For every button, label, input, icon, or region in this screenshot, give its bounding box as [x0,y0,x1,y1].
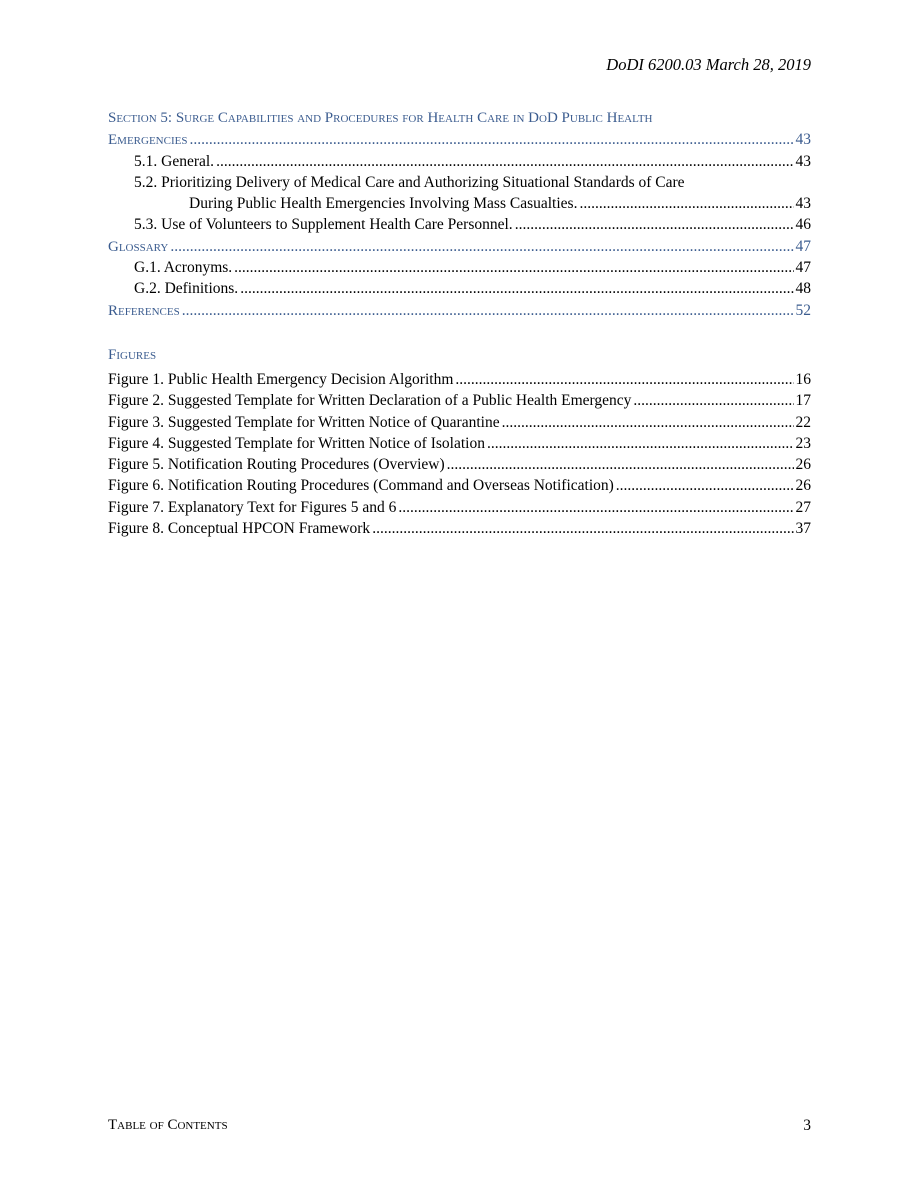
figure-page-number: 26 [795,477,811,495]
dot-leader [398,497,793,518]
toc-references-title: References [108,302,180,319]
figure-entry-3[interactable] [108,412,811,433]
figure-page-number: 23 [795,434,811,452]
toc-entry-label: 5.3. Use of Volunteers to Supplement Health Care Personnel. [134,216,513,234]
toc-glossary-title: Glossary [108,238,169,255]
running-header: DoDI 6200.03 March 28, 2019 [606,55,811,74]
toc-entry-label: G.2. Definitions. [134,280,239,298]
footer-section-label: Table of Contents [108,1117,228,1133]
toc-entry-5-2[interactable] [108,193,811,214]
table-of-contents [108,108,811,539]
toc-page-number: 47 [795,237,811,255]
figure-entry-8[interactable] [108,518,811,539]
dot-leader [170,236,793,257]
dot-leader [182,300,794,321]
figure-entry-label: Figure 3. Suggested Template for Written Notice of Quarantine [108,413,500,431]
figure-entry-2[interactable] [108,390,811,411]
figure-entry-label: Figure 7. Explanatory Text for Figures 5 and 6 [108,498,397,516]
toc-entry-label: 5.1. General. [134,152,215,170]
figure-page-number: 27 [795,498,811,516]
figure-entry-label: Figure 5. Notification Routing Procedures (Overview) [108,456,445,474]
figure-entry-label: Figure 6. Notification Routing Procedures (Command and Overseas Notification) [108,477,614,495]
page-footer [108,1117,811,1135]
toc-page-number: 48 [795,280,811,298]
figure-page-number: 16 [795,370,811,388]
dot-leader [455,369,793,390]
figures-heading: Figures [108,346,157,363]
figure-entry-label: Figure 1. Public Health Emergency Decision Algorithm [108,370,454,388]
toc-section-5-entry[interactable] [108,129,811,150]
figure-page-number: 22 [795,413,811,431]
toc-entry-g-2[interactable] [108,278,811,299]
dot-leader [372,518,793,539]
toc-page-number: 47 [795,259,811,277]
dot-leader [579,193,793,214]
figure-page-number: 26 [795,456,811,474]
dot-leader [447,454,794,475]
dot-leader [515,214,794,235]
figure-page-number: 17 [795,392,811,410]
dot-leader [616,475,794,496]
dot-leader [189,129,793,150]
dot-leader [240,278,793,299]
toc-entry-label: G.1. Acronyms. [134,259,233,277]
figure-entry-6[interactable] [108,475,811,496]
toc-entry-label: During Public Health Emergencies Involving Mass Casualties. [189,195,578,213]
toc-section-5-title-line1[interactable]: Section 5: Surge Capabilities and Procedures for Health Care in DoD Public Health [108,110,653,126]
toc-page-number: 43 [795,131,811,149]
figure-entry-label: Figure 4. Suggested Template for Written Notice of Isolation [108,434,485,452]
dot-leader [502,412,794,433]
dot-leader [216,151,793,172]
toc-page-number: 52 [795,301,811,319]
figure-entry-7[interactable] [108,497,811,518]
figure-entry-1[interactable] [108,369,811,390]
toc-entry-g-1[interactable] [108,257,811,278]
dot-leader [633,390,793,411]
toc-entry-5-2-line1[interactable]: 5.2. Prioritizing Delivery of Medical Care and Authorizing Situational Standards of Care [134,173,685,191]
figure-page-number: 37 [795,520,811,538]
toc-page-number: 43 [795,152,811,170]
figure-entry-label: Figure 2. Suggested Template for Written Declaration of a Public Health Emergency [108,392,632,410]
toc-section-5-title-line2: Emergencies [108,132,188,149]
toc-references-entry[interactable] [108,300,811,321]
toc-glossary-entry[interactable] [108,236,811,257]
toc-page-number: 46 [795,216,811,234]
toc-entry-5-3[interactable] [108,214,811,235]
dot-leader [487,433,794,454]
figure-entry-label: Figure 8. Conceptual HPCON Framework [108,520,371,538]
dot-leader [234,257,793,278]
footer-page-number: 3 [803,1117,811,1134]
toc-entry-5-1[interactable] [108,151,811,172]
figure-entry-4[interactable] [108,433,811,454]
figure-entry-5[interactable] [108,454,811,475]
toc-page-number: 43 [795,195,811,213]
